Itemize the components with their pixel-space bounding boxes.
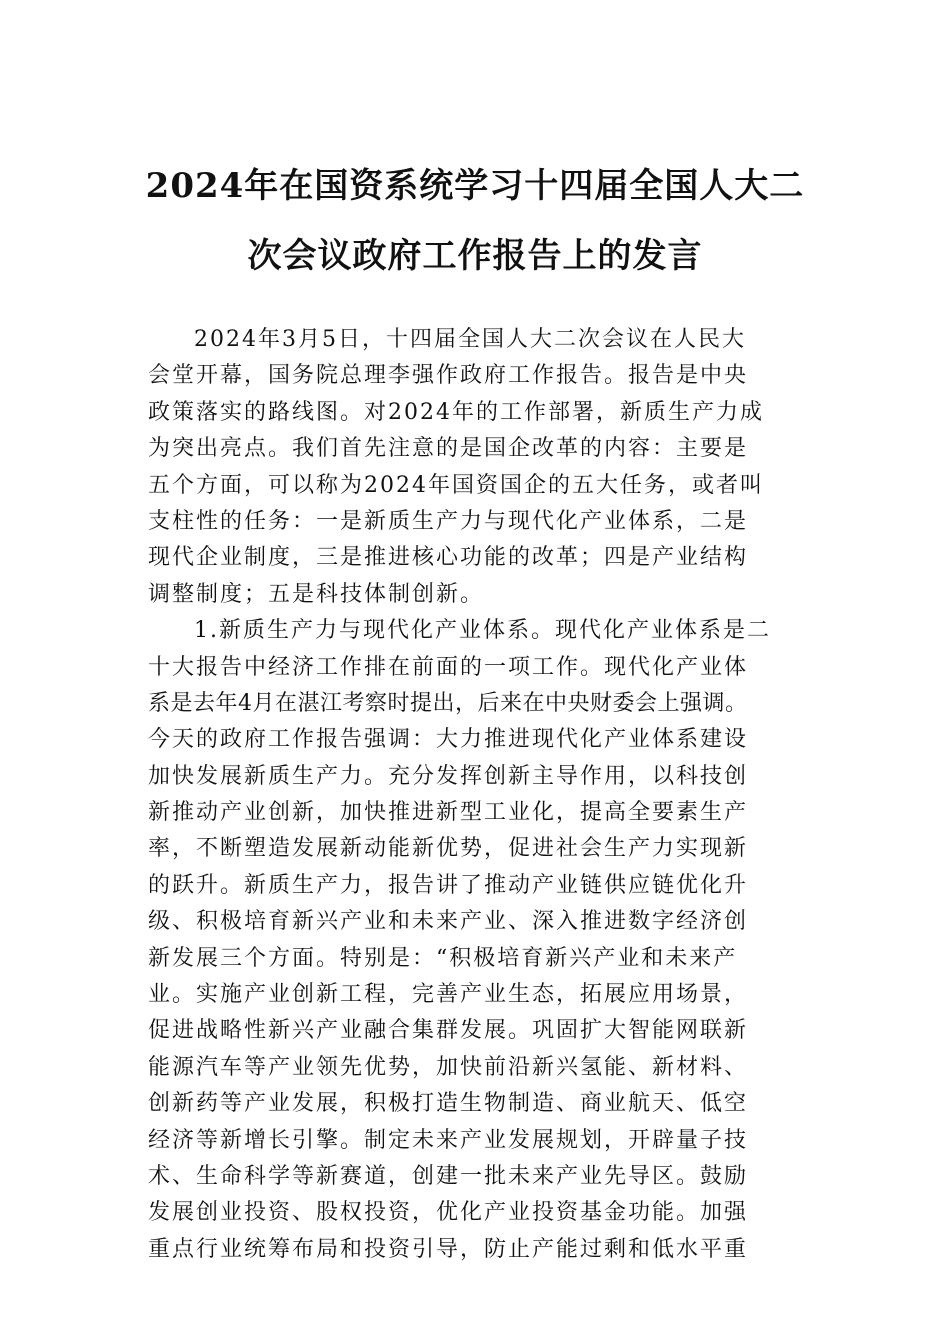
body-line: 业。实施产业创新工程，完善产业生态，拓展应用场景， — [148, 982, 749, 1008]
body-line: 加快发展新质生产力。充分发挥创新主导作用，以科技创 — [148, 763, 749, 789]
body-line: 创新药等产业发展，积极打造生物制造、商业航天、低空 — [148, 1091, 749, 1117]
body-line: 促进战略性新兴产业融合集群发展。巩固扩大智能网联新 — [148, 1018, 749, 1044]
document-body — [148, 322, 828, 1268]
document-title-line-2: 次会议政府工作报告上的发言 — [247, 236, 703, 276]
body-line: 系是去年4月在湛江考察时提出，后来在中央财委会上强调。 — [148, 690, 748, 716]
body-line: 率，不断塑造发展新动能新优势，促进社会生产力实现新 — [148, 836, 749, 862]
body-line: 十大报告中经济工作排在前面的一项工作。现代化产业体 — [148, 654, 749, 680]
body-line: 为突出亮点。我们首先注意的是国企改革的内容：主要是 — [148, 436, 749, 462]
body-line: 现代企业制度，三是推进核心功能的改革；四是产业结构 — [148, 545, 749, 571]
body-line: 今天的政府工作报告强调：大力推进现代化产业体系建设 — [148, 727, 749, 753]
body-line: 能源汽车等产业领先优势，加快前沿新兴氢能、新材料、 — [148, 1054, 749, 1080]
body-line: 新推动产业创新，加快推进新型工业化，提高全要素生产 — [148, 800, 749, 826]
document-title-line-1: 2024年在国资系统学习十四届全国人大二 — [145, 166, 805, 206]
body-line: 级、积极培育新兴产业和未来产业、深入推进数字经济创 — [148, 909, 749, 935]
body-line: 发展创业投资、股权投资，优化产业投资基金功能。加强 — [148, 1200, 749, 1226]
body-line: 的跃升。新质生产力，报告讲了推动产业链供应链优化升 — [148, 872, 749, 898]
body-line: 1.新质生产力与现代化产业体系。现代化产业体系是二 — [194, 618, 771, 644]
body-line: 调整制度；五是科技体制创新。 — [148, 581, 485, 607]
body-line: 重点行业统筹布局和投资引导，防止产能过剩和低水平重 — [148, 1236, 749, 1262]
body-line: 2024年3月5日，十四届全国人大二次会议在人民大 — [194, 327, 746, 352]
body-line: 五个方面，可以称为2024年国资国企的五大任务，或者叫 — [148, 472, 764, 498]
body-line: 支柱性的任务：一是新质生产力与现代化产业体系，二是 — [148, 508, 749, 534]
body-line: 术、生命科学等新赛道，创建一批未来产业先导区。鼓励 — [148, 1163, 749, 1189]
body-line: 政策落实的路线图。对2024年的工作部署，新质生产力成 — [148, 399, 764, 425]
body-line: 经济等新增长引擎。制定未来产业发展规划，开辟量子技 — [148, 1127, 749, 1153]
body-line: 新发展三个方面。特别是：“积极培育新兴产业和未来产 — [148, 945, 738, 971]
body-line: 会堂开幕，国务院总理李强作政府工作报告。报告是中央 — [148, 363, 749, 389]
